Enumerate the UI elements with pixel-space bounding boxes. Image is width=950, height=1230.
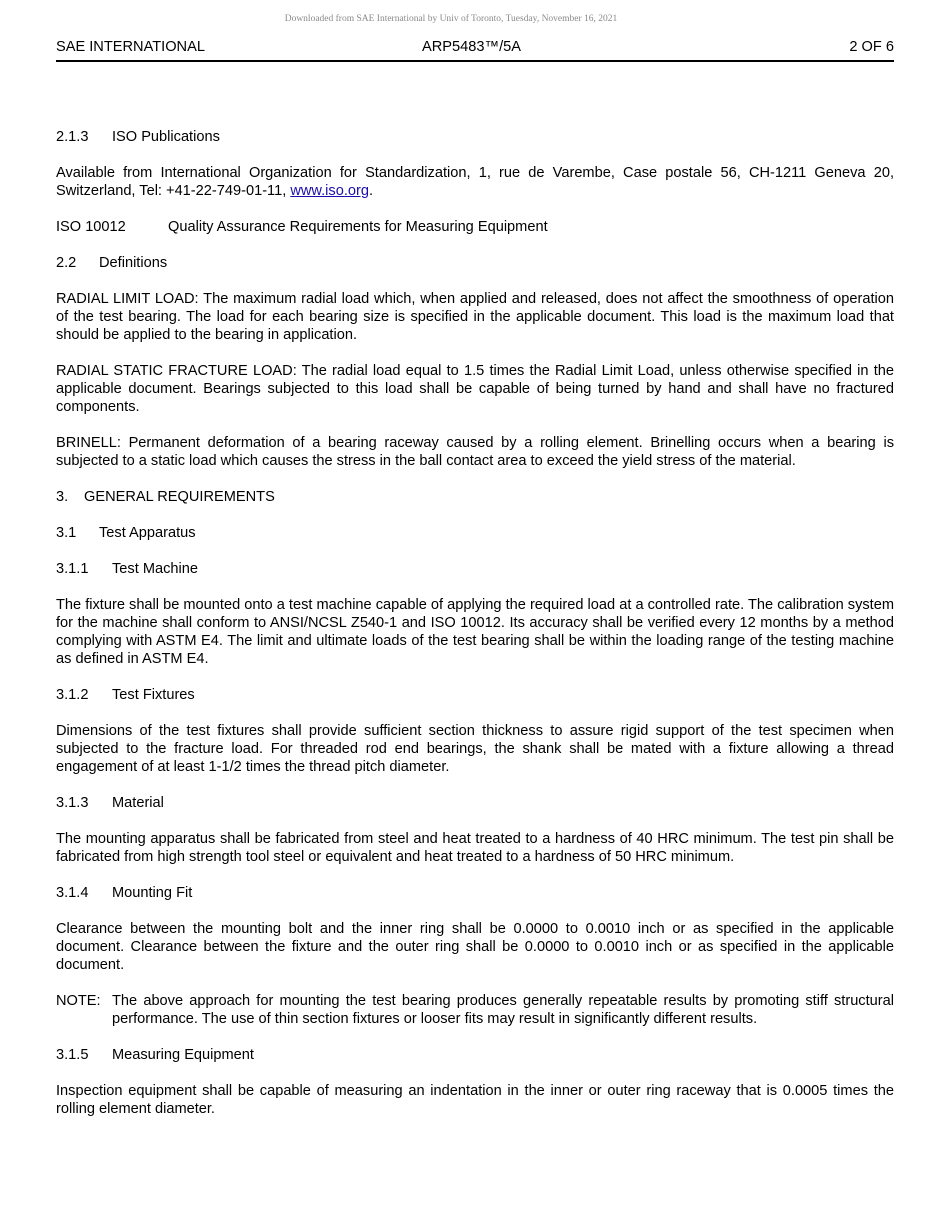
iso-website-link[interactable]: www.iso.org — [290, 183, 369, 199]
note-text: The above approach for mounting the test bearing produces generally repeatable results by promoting stiff structural performance. The use of thin section fixtures or looser fits may result in significantly different results. — [112, 993, 894, 1027]
header-page-number: 2 OF 6 — [849, 39, 894, 55]
reference-iso-10012 — [56, 218, 894, 236]
section-title: Mounting Fit — [112, 885, 193, 901]
section-number: 3.1.3 — [56, 795, 89, 811]
heading-2-1-3 — [56, 128, 894, 146]
section-title: ISO Publications — [112, 129, 220, 145]
section-title: Definitions — [99, 255, 168, 271]
section-title: Measuring Equipment — [112, 1047, 254, 1063]
definition-brinell: BRINELL: Permanent deformation of a bearing raceway caused by a rolling element. Brinelling occurs when a bearing is subjected to a static load which causes the stress in the ball contact area to exceed the yield stress of the material. — [56, 435, 894, 469]
section-number: 3.1 — [56, 525, 77, 541]
paragraph-material: The mounting apparatus shall be fabricated from steel and heat treated to a hardness of 40 HRC minimum. The test pin shall be fabricated from high strength tool steel or equivalent and heat treated to a hardness of 50 HRC minimum. — [56, 831, 894, 865]
section-title: Test Fixtures — [112, 687, 195, 703]
header-organization: SAE INTERNATIONAL — [56, 39, 205, 55]
section-title: Test Apparatus — [99, 525, 196, 541]
heading-3 — [56, 488, 894, 506]
heading-3-1-1 — [56, 560, 894, 578]
definition-radial-static-fracture-load: RADIAL STATIC FRACTURE LOAD: The radial load equal to 1.5 times the Radial Limit Load, unless otherwise specified in the applicable document. Bearings subjected to this load shall be capable of being turned by hand and shall have no fractured components. — [56, 363, 894, 415]
iso-availability-text: Available from International Organization for Standardization, 1, rue de Varembe, Case postale 56, CH-1211 Geneva 20, Switzerland, Tel: +41-22-749-01-11, — [56, 165, 894, 199]
download-watermark: Downloaded from SAE International by Univ of Toronto, Tuesday, November 16, 2021 — [284, 14, 618, 24]
iso-availability-end: . — [368, 183, 374, 199]
section-title: Material — [112, 795, 164, 811]
paragraph-test-machine: The fixture shall be mounted onto a test machine capable of applying the required load at a controlled rate. The calibration system for the machine shall conform to ANSI/NCSL Z540-1 and ISO 10012. Its accuracy shall be verified every 12 months by a method complying with ASTM E4. The limit and ultimate loads of the test bearing shall be within the loading range of the testing machine as defined in ASTM E4. — [56, 597, 894, 667]
heading-3-1-5 — [56, 1046, 894, 1064]
heading-3-1-4 — [56, 884, 894, 902]
paragraph-measuring-equipment: Inspection equipment shall be capable of measuring an indentation in the inner or outer ring raceway that is 0.0005 times the rolling element diameter. — [56, 1083, 894, 1117]
reference-title: Quality Assurance Requirements for Measuring Equipment — [168, 219, 548, 235]
definition-radial-limit-load: RADIAL LIMIT LOAD: The maximum radial load which, when applied and released, does not affect the smoothness of operation of the test bearing. The load for each bearing size is specified in the applicable document. This load is the maximum load that should be applied to the bearing in application. — [56, 291, 894, 343]
page-header — [56, 38, 894, 62]
note-block — [56, 992, 894, 1028]
section-number: 2.1.3 — [56, 129, 89, 145]
note-label: NOTE: — [56, 993, 101, 1009]
iso-availability-paragraph — [56, 164, 894, 200]
heading-3-1-2 — [56, 686, 894, 704]
section-title: GENERAL REQUIREMENTS — [84, 489, 275, 505]
heading-2-2 — [56, 254, 894, 272]
section-number: 3.1.1 — [56, 561, 89, 577]
document-body — [56, 128, 894, 1136]
header-document-number: ARP5483™/5A — [422, 39, 521, 55]
paragraph-test-fixtures: Dimensions of the test fixtures shall provide sufficient section thickness to assure rigid support of the test specimen when subjected to the fracture load. For threaded rod end bearings, the shank shall be mated with a fixture allowing a thread engagement of at least 1-1/2 times the thread pitch diameter. — [56, 723, 894, 775]
heading-3-1 — [56, 524, 894, 542]
section-number: 3.1.4 — [56, 885, 89, 901]
section-number: 2.2 — [56, 255, 77, 271]
section-title: Test Machine — [112, 561, 198, 577]
reference-code: ISO 10012 — [56, 219, 126, 235]
section-number: 3.1.2 — [56, 687, 89, 703]
paragraph-mounting-fit: Clearance between the mounting bolt and the inner ring shall be 0.0000 to 0.0010 inch or as specified in the applicable document. Clearance between the fixture and the outer ring shall be 0.0000 to 0.0010 inch or as specified in the applicable document. — [56, 921, 894, 973]
heading-3-1-3 — [56, 794, 894, 812]
section-number: 3.1.5 — [56, 1047, 89, 1063]
section-number: 3. — [56, 489, 69, 505]
